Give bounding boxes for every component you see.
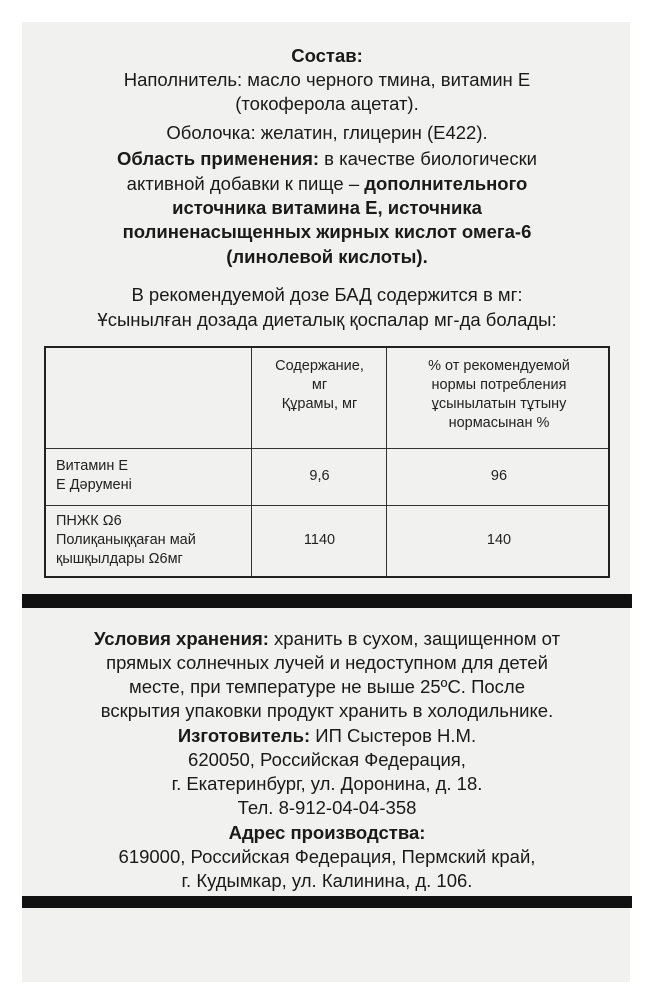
table-row-omega6: ПНЖК Ω6 Полиқаныққаған май қышқылдары Ω6мг — [56, 513, 196, 567]
table-divider — [251, 348, 252, 576]
manufacturer-line3: г. Екатеринбург, ул. Доронина, д. 18. — [171, 773, 483, 794]
production-line1: 619000, Российская Федерация, Пермский край, — [118, 846, 536, 867]
composition-heading: Состав: — [291, 45, 363, 66]
storage-line3: месте, при температуре не выше 25ºС. После — [129, 676, 525, 697]
omega6-content: 1140 — [303, 532, 336, 548]
application-line1: Область применения: в качестве биологически — [116, 148, 538, 169]
table-row-vitamin-e: Витамин Е Е Дәрумені — [56, 458, 132, 493]
production-heading: Адрес производства: — [228, 822, 426, 843]
header-content: Содержание, мг Құрамы, мг — [275, 358, 364, 412]
manufacturer-line2: 620050, Российская Федерация, — [188, 749, 466, 770]
manufacturer-label: Изготовитель: — [177, 725, 311, 746]
storage-line1: Условия хранения: хранить в сухом, защищенном от — [93, 628, 561, 649]
omega6-percent: 140 — [486, 532, 512, 548]
nutrition-table — [44, 346, 610, 578]
application-line4: полиненасыщенных жирных кислот омега-6 — [122, 221, 532, 242]
table-divider — [46, 448, 608, 449]
application-line5: (линолевой кислоты). — [226, 246, 428, 267]
header-percent: % от рекомендуемой нормы потребления ұсынылатын тұтыну нормасынан % — [428, 358, 570, 431]
production-line2: г. Кудымкар, ул. Калинина, д. 106. — [181, 870, 473, 891]
manufacturer-line1: Изготовитель: ИП Сыстеров Н.М. — [177, 725, 477, 746]
storage-label: Условия хранения: — [93, 628, 269, 649]
storage-line4: вскрытия упаковки продукт хранить в холодильнике. — [100, 700, 554, 721]
vitamin-e-percent: 96 — [490, 468, 508, 484]
application-line3: источника витамина Е, источника — [172, 197, 482, 218]
composition-filler: Наполнитель: масло черного тмина, витамин Е — [123, 69, 531, 90]
divider-band — [22, 896, 632, 908]
dose-kz: Ұсынылған дозада диеталық қоспалар мг-да болады: — [97, 309, 557, 330]
table-divider — [386, 348, 387, 576]
dose-ru: В рекомендуемой дозе БАД содержится в мг: — [131, 284, 523, 305]
manufacturer-phone: Тел. 8-912-04-04-358 — [237, 797, 417, 818]
application-line2: активной добавки к пище – дополнительного — [126, 173, 528, 194]
storage-line2: прямых солнечных лучей и недоступном для детей — [106, 652, 548, 673]
composition-shell: Оболочка: желатин, глицерин (Е422). — [166, 122, 488, 143]
table-divider — [46, 505, 608, 506]
divider-band — [22, 594, 632, 608]
application-label: Область применения: — [116, 148, 320, 169]
composition-filler-cont: (токоферола ацетат). — [235, 93, 419, 114]
vitamin-e-content: 9,6 — [309, 468, 330, 484]
